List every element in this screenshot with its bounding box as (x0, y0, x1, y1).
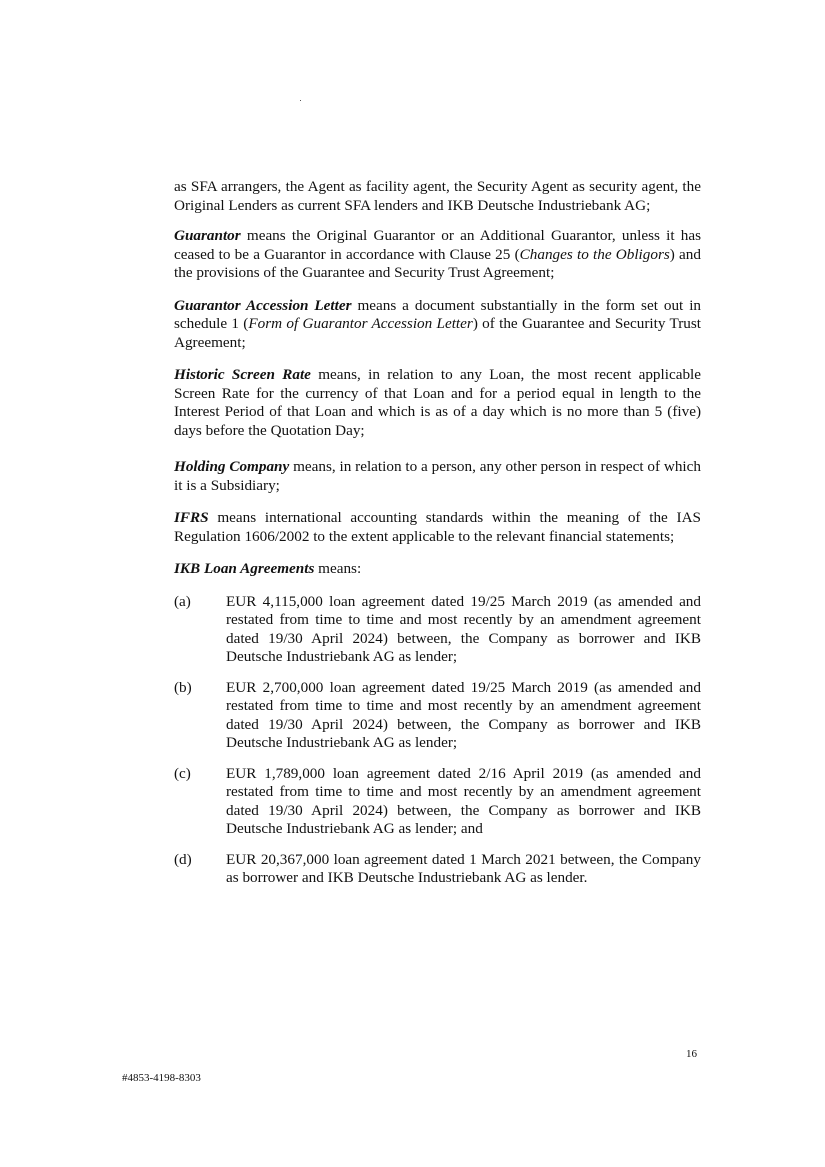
definition-holding-company (174, 458, 701, 495)
page-number: 16 (686, 1048, 697, 1060)
list-item (174, 593, 701, 667)
list-item (174, 765, 701, 839)
term-ikb-loan-agreements: IKB Loan Agreements (174, 560, 315, 577)
document-id: #4853-4198-8303 (122, 1072, 201, 1084)
list-item-text: EUR 2,700,000 loan agreement dated 19/25 March 2019 (as amended and restated from time to time and most recently by an amendment agreement dated 19/30 April 2024) between, the Company as borrower and IKB Deutsche Industriebank AG as lender; (226, 678, 701, 751)
hsr-text: means, in relation to any Loan, the most recent applicable Screen Rate for the currency of that Loan and for a period equal in length to the Interest Period of that Loan and which is as of a day which is no more than 5 (five) days before the Quotation Day; (174, 366, 701, 439)
guarantor-text-after: ) and the provisions of the Guarantee and Security Trust Agreement; (174, 245, 701, 281)
term-guarantor-accession-letter: Guarantor Accession Letter (174, 296, 352, 314)
definition-guarantor (174, 227, 701, 283)
ikb-loan-agreements-text: means: (314, 560, 362, 577)
list-item-label: (a) (174, 592, 191, 610)
list-item (174, 851, 701, 888)
guarantor-text-before: means the Original Guarantor or an Additional Guarantor, unless it has ceased to be a Guarantor in accordance with Clause 25 ( (174, 227, 701, 263)
holding-company-text: means, in relation to a person, any other person in respect of which it is a Subsidiary; (174, 458, 701, 494)
list-item-label: (d) (174, 850, 192, 868)
list-item (174, 679, 701, 753)
ifrs-text: means international accounting standards within the meaning of the IAS Regulation 1606/2002 to the extent applicable to the relevant financial statements; (174, 509, 701, 545)
definition-ifrs (174, 509, 701, 546)
list-item-label: (b) (174, 678, 192, 696)
term-ifrs: IFRS (174, 509, 209, 526)
gal-italic-ref: Form of Guarantor Accession Letter (248, 315, 473, 332)
term-holding-company: Holding Company (174, 458, 290, 475)
definition-ikb-loan-agreements (174, 560, 701, 579)
page-mark (300, 100, 301, 101)
document-body (174, 178, 701, 900)
definition-historic-screen-rate (174, 366, 701, 440)
intro-paragraph (174, 178, 701, 215)
list-item-text: EUR 20,367,000 loan agreement dated 1 March 2021 between, the Company as borrower and IKB Deutsche Industriebank AG as lender. (226, 850, 701, 886)
list-item-label: (c) (174, 764, 191, 782)
intro-text: as SFA arrangers, the Agent as facility agent, the Security Agent as security agent, the Original Lenders as current SFA lenders and IKB Deutsche Industriebank AG; (174, 178, 701, 214)
gal-text-before: means a document substantially in the form set out in schedule 1 ( (174, 296, 702, 332)
term-historic-screen-rate: Historic Screen Rate (174, 366, 311, 383)
definition-guarantor-accession-letter (174, 297, 701, 353)
term-guarantor: Guarantor (174, 227, 241, 244)
guarantor-italic-ref: Changes to the Obligors (519, 245, 670, 263)
gal-text-after: ) of the Guarantee and Security Trust Agreement; (174, 315, 701, 351)
list-item-text: EUR 1,789,000 loan agreement dated 2/16 April 2019 (as amended and restated from time to time and most recently by an amendment agreement dated 19/30 April 2024) between, the Company as borrower and IKB Deutsche Industriebank AG as lender; and (226, 764, 701, 837)
list-item-text: EUR 4,115,000 loan agreement dated 19/25 March 2019 (as amended and restated from time to time and most recently by an amendment agreement dated 19/30 April 2024) between, the Company as borrower and IKB Deutsche Industriebank AG as lender; (226, 592, 701, 665)
